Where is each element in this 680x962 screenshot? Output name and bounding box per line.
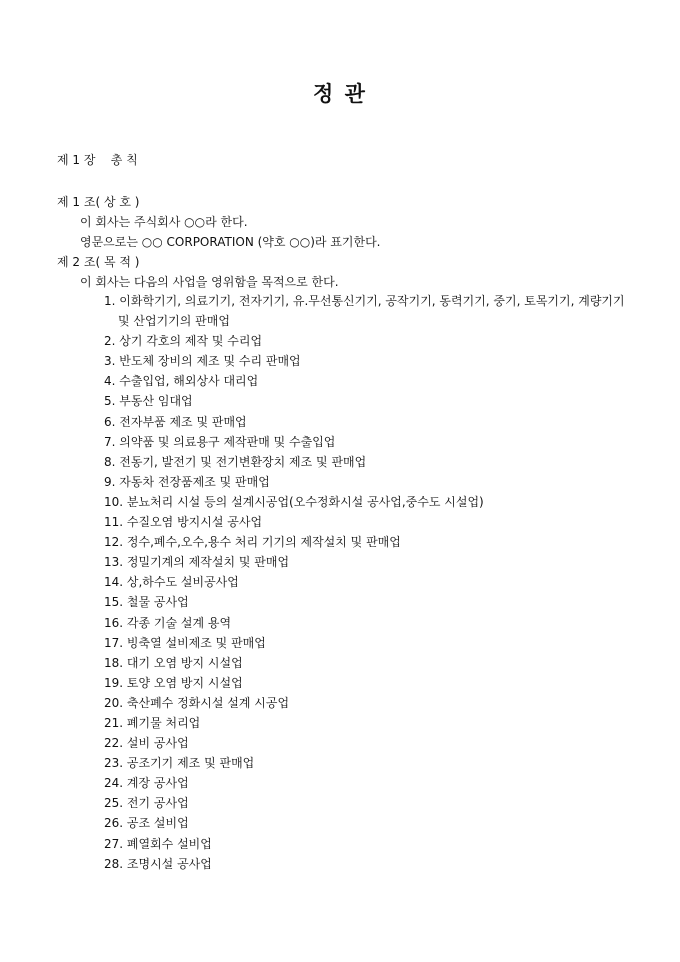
purpose-item-text: 14. 상,하수도 설비공사업 <box>104 575 239 590</box>
purpose-list-item <box>104 693 638 713</box>
purpose-list-item <box>104 572 638 592</box>
article-2-heading: 제 2 조( 목 적 ) <box>57 255 140 269</box>
purpose-list-item <box>104 472 638 492</box>
purpose-item-text: 11. 수질오염 방지시설 공사업 <box>104 515 263 530</box>
purpose-item-text: 12. 정수,폐수,오수,용수 처리 기기의 제작설치 및 판매업 <box>104 535 401 550</box>
purpose-list-item <box>104 653 638 673</box>
purpose-list-item <box>104 633 638 653</box>
article-1-line-1: 이 회사는 주식회사 ○○라 한다. <box>80 215 248 229</box>
purpose-item-text: 15. 철물 공사업 <box>104 595 189 610</box>
purpose-item-text: 22. 설비 공사업 <box>104 736 189 751</box>
purpose-list <box>104 291 638 874</box>
purpose-item-text: 7. 의약품 및 의료용구 제작판매 및 수출입업 <box>104 434 336 449</box>
purpose-list-item <box>104 512 638 532</box>
purpose-item-text: 26. 공조 설비업 <box>104 816 189 831</box>
purpose-list-item <box>104 592 638 612</box>
purpose-list-item <box>104 452 638 472</box>
purpose-item-text: 20. 축산폐수 정화시설 설계 시공업 <box>104 695 290 710</box>
purpose-item-text: 5. 부동산 임대업 <box>104 394 193 409</box>
purpose-item-text: 9. 자동차 전장품제조 및 판매업 <box>104 474 270 489</box>
purpose-list-item <box>104 613 638 633</box>
purpose-item-text: 25. 전기 공사업 <box>104 796 189 811</box>
purpose-item-text: 24. 계장 공사업 <box>104 776 189 791</box>
purpose-item-text: 27. 폐열회수 설비업 <box>104 836 212 851</box>
article-1-heading: 제 1 조( 상 호 ) <box>57 195 140 209</box>
purpose-list-item <box>104 432 638 452</box>
purpose-list-item <box>104 753 638 773</box>
purpose-item-text: 3. 반도체 장비의 제조 및 수리 판매업 <box>104 354 301 369</box>
purpose-item-text: 21. 폐기물 처리업 <box>104 715 201 730</box>
purpose-list-item <box>104 532 638 552</box>
purpose-list-item <box>104 813 638 833</box>
purpose-item-text: 16. 각종 기술 설계 용역 <box>104 615 232 630</box>
purpose-list-item <box>104 773 638 793</box>
article-2-intro: 이 회사는 다음의 사업을 영위함을 목적으로 한다. <box>80 275 339 289</box>
purpose-list-item <box>104 492 638 512</box>
purpose-item-text: 18. 대기 오염 방지 시설업 <box>104 655 243 670</box>
purpose-item-text: 17. 빙축열 설비제조 및 판매업 <box>104 635 266 650</box>
purpose-list-item <box>104 351 638 371</box>
purpose-item-text: 19. 토양 오염 방지 시설업 <box>104 675 243 690</box>
purpose-item-text: 10. 분뇨처리 시설 등의 설계시공업(오수정화시설 공사업,중수도 시설업) <box>104 494 484 509</box>
purpose-list-item <box>104 552 638 572</box>
chapter-heading: 제 1 장 총 칙 <box>57 153 138 167</box>
purpose-item-text: 13. 정밀기계의 제작설치 및 판매업 <box>104 555 290 570</box>
purpose-item-text: 4. 수출입업, 해외상사 대리업 <box>104 374 259 389</box>
document-title: 정 관 <box>313 81 367 106</box>
purpose-item-text: 23. 공조기기 제조 및 판매업 <box>104 756 255 771</box>
article-1-line-2: 영문으로는 ○○ CORPORATION (약호 ○○)라 표기한다. <box>80 235 381 249</box>
purpose-list-item <box>104 713 638 733</box>
purpose-list-item <box>104 291 638 331</box>
purpose-list-item <box>104 371 638 391</box>
purpose-list-item <box>104 854 638 874</box>
purpose-list-item <box>104 733 638 753</box>
purpose-list-item <box>104 391 638 411</box>
purpose-item-text: 1. 이화학기기, 의료기기, 전자기기, 유.무선통신기기, 공작기기, 동력기기, 중기, 토목기기, 계량기기 및 산업기기의 판매업 <box>104 294 625 329</box>
purpose-list-item <box>104 673 638 693</box>
purpose-item-text: 28. 조명시설 공사업 <box>104 856 212 871</box>
purpose-list-item <box>104 793 638 813</box>
purpose-item-text: 8. 전동기, 발전기 및 전기변환장치 제조 및 판매업 <box>104 454 367 469</box>
purpose-list-item <box>104 412 638 432</box>
purpose-list-item <box>104 331 638 351</box>
purpose-item-text: 2. 상기 각호의 제작 및 수리업 <box>104 334 263 349</box>
purpose-item-text: 6. 전자부품 제조 및 판매업 <box>104 414 247 429</box>
purpose-list-item <box>104 834 638 854</box>
